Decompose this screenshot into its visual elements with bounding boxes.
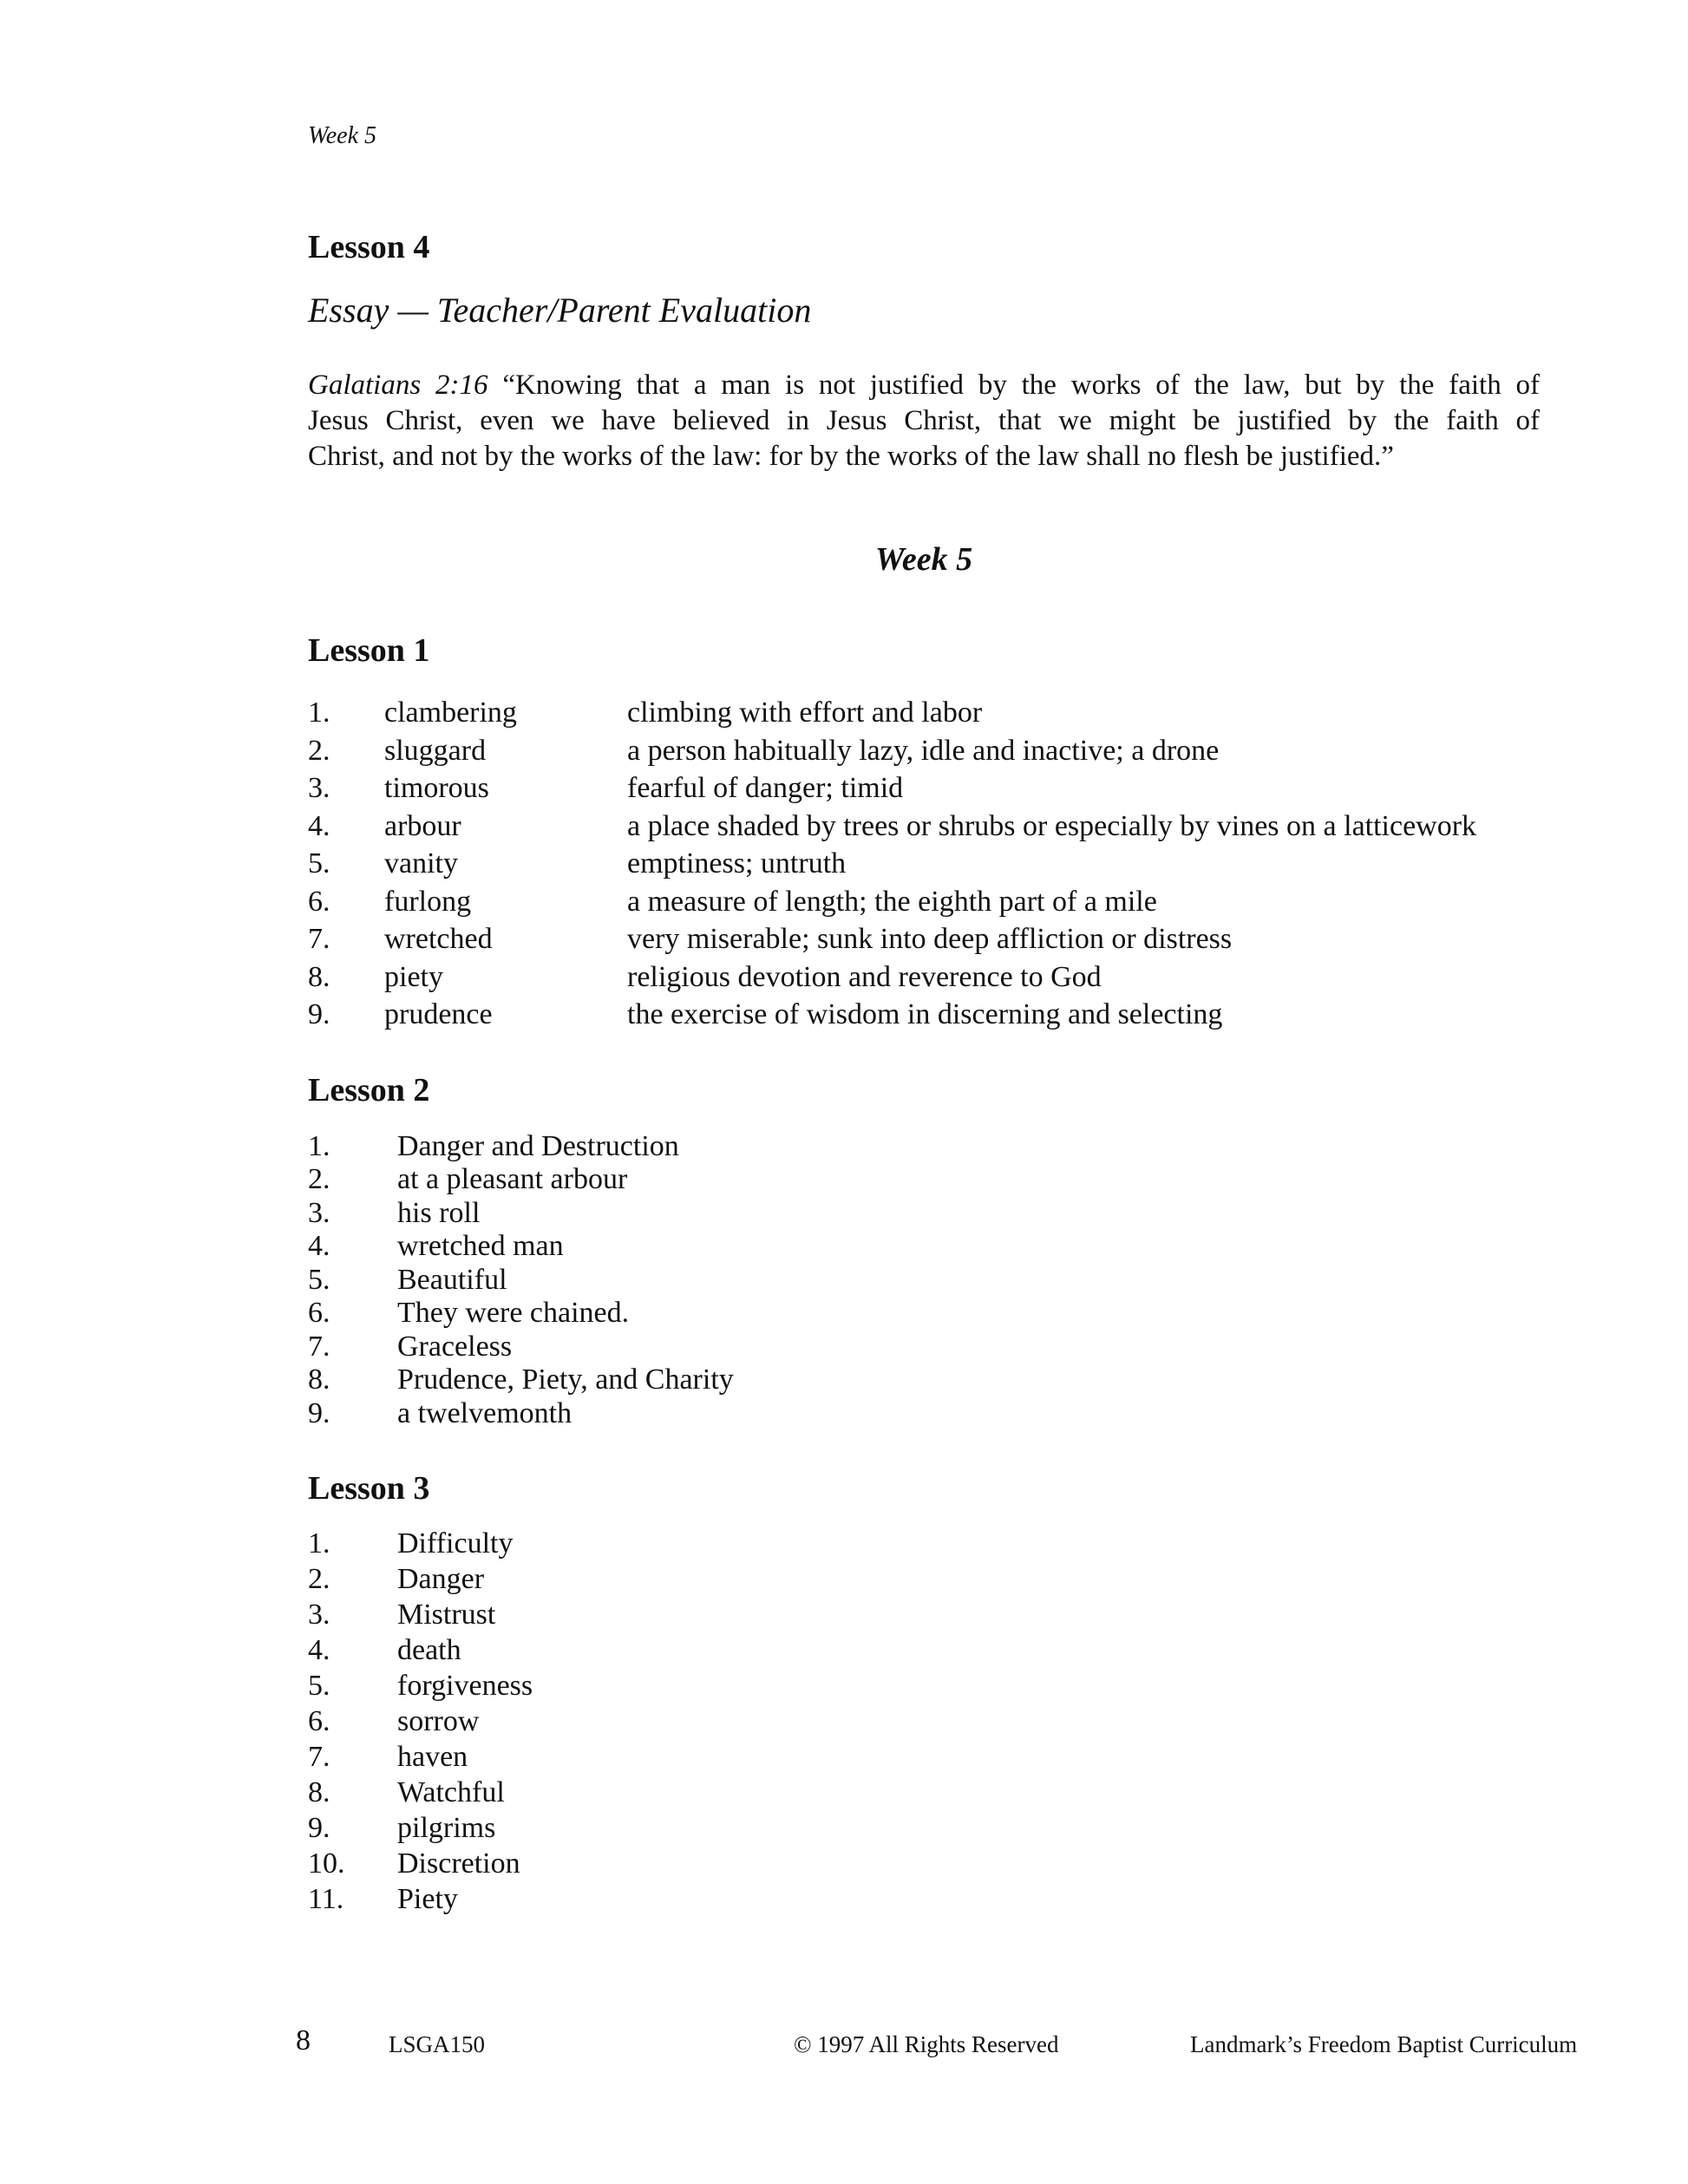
item-number: 4. xyxy=(308,1230,330,1262)
answer-text: Graceless xyxy=(397,1330,513,1363)
answer-text: haven xyxy=(397,1741,468,1773)
answer-text: a twelvemonth xyxy=(397,1396,572,1429)
answer-row xyxy=(308,1632,1540,1668)
item-number: 6. xyxy=(308,1297,330,1329)
running-header: Week 5 xyxy=(308,122,377,149)
publisher-name: Landmark’s Freedom Baptist Curriculum xyxy=(1190,2031,1578,2057)
item-number: 4. xyxy=(308,809,330,842)
vocab-word: prudence xyxy=(384,998,493,1030)
answer-text: pilgrims xyxy=(397,1812,496,1844)
item-number: 3. xyxy=(308,1599,330,1631)
answer-row xyxy=(308,1810,1540,1846)
lesson-2-heading: Lesson 2 xyxy=(308,1071,430,1108)
vocab-row xyxy=(308,732,1540,770)
lesson-3-heading: Lesson 3 xyxy=(308,1470,430,1507)
answer-row xyxy=(308,1846,1540,1881)
scripture-line-3: Christ, and not by the works of the law: for by the works of the law shall no flesh be justified.” xyxy=(308,441,1394,472)
vocab-row xyxy=(308,769,1540,808)
page-footer xyxy=(0,2024,1688,2076)
answer-text: They were chained. xyxy=(397,1297,630,1329)
item-number: 6. xyxy=(308,1705,330,1737)
answer-row xyxy=(308,1197,1540,1231)
answer-text: at a pleasant arbour xyxy=(397,1163,628,1195)
answer-row xyxy=(308,1264,1540,1298)
answer-text: death xyxy=(397,1634,461,1666)
item-number: 8. xyxy=(308,1363,330,1396)
item-number: 1. xyxy=(308,696,330,729)
item-number: 11. xyxy=(308,1883,344,1915)
item-number: 9. xyxy=(308,1812,330,1844)
answer-row xyxy=(308,1230,1540,1264)
answer-row xyxy=(308,1363,1540,1397)
vocab-row xyxy=(308,958,1540,997)
vocab-definition: a measure of length; the eighth part of a mile xyxy=(627,885,1157,918)
scripture-quote xyxy=(308,368,1540,474)
scripture-line-2: Jesus Christ, even we have believed in Jesus Christ, that we might be justified by the faith of xyxy=(308,405,1540,436)
page-number: 8 xyxy=(296,2024,311,2056)
vocab-word: piety xyxy=(384,960,443,993)
vocab-word: sluggard xyxy=(384,734,487,767)
answer-row xyxy=(308,1397,1540,1431)
item-number: 7. xyxy=(308,1741,330,1773)
lesson-3-answer-list xyxy=(308,1526,1540,1917)
copyright-notice: © 1997 All Rights Reserved xyxy=(794,2031,1059,2057)
item-number: 7. xyxy=(308,923,330,955)
item-number: 6. xyxy=(308,885,330,918)
item-number: 2. xyxy=(308,1163,330,1195)
lesson-1-vocab-list xyxy=(308,694,1540,1034)
item-number: 2. xyxy=(308,734,330,767)
verse-reference: Galatians 2:16 xyxy=(308,369,488,401)
vocab-definition: emptiness; untruth xyxy=(627,847,847,879)
answer-row xyxy=(308,1331,1540,1364)
answer-row xyxy=(308,1597,1540,1632)
item-number: 7. xyxy=(308,1330,330,1363)
answer-text: wretched man xyxy=(397,1230,564,1262)
vocab-definition: a place shaded by trees or shrubs or especially by vines on a latticework xyxy=(627,809,1477,842)
answer-text: Piety xyxy=(397,1883,458,1915)
item-number: 3. xyxy=(308,1196,330,1229)
item-number: 8. xyxy=(308,960,330,993)
lesson-1-heading: Lesson 1 xyxy=(308,632,430,669)
verse-text-1: “Knowing that a man is not justified by the works of the law, but by the faith of xyxy=(502,369,1541,401)
vocab-row xyxy=(308,883,1540,921)
answer-row xyxy=(308,1163,1540,1197)
curriculum-code: LSGA150 xyxy=(389,2031,486,2057)
answer-text: Beautiful xyxy=(397,1263,507,1296)
vocab-row xyxy=(308,845,1540,883)
answer-row xyxy=(308,1703,1540,1739)
week-heading: Week 5 xyxy=(874,541,973,578)
vocab-definition: climbing with effort and labor xyxy=(627,696,983,729)
answer-row xyxy=(308,1775,1540,1810)
answer-text: Danger xyxy=(397,1563,485,1595)
lesson-4-subtitle: Essay — Teacher/Parent Evaluation xyxy=(308,291,812,330)
answer-row xyxy=(308,1739,1540,1775)
answer-text: forgiveness xyxy=(397,1670,533,1702)
scripture-line-1 xyxy=(308,368,1540,403)
answer-text: Discretion xyxy=(397,1847,520,1880)
answer-row xyxy=(308,1130,1540,1164)
vocab-definition: very miserable; sunk into deep affliction or distress xyxy=(627,923,1233,955)
item-number: 1. xyxy=(308,1129,330,1162)
item-number: 5. xyxy=(308,847,330,879)
answer-row xyxy=(308,1668,1540,1703)
item-number: 5. xyxy=(308,1670,330,1702)
vocab-word: timorous xyxy=(384,772,489,804)
item-number: 2. xyxy=(308,1563,330,1595)
item-number: 3. xyxy=(308,772,330,804)
vocab-word: arbour xyxy=(384,809,461,842)
lesson-2-answer-list xyxy=(308,1130,1540,1431)
item-number: 10. xyxy=(308,1847,345,1880)
vocab-row xyxy=(308,808,1540,846)
vocab-word: vanity xyxy=(384,847,458,879)
item-number: 8. xyxy=(308,1776,330,1808)
item-number: 1. xyxy=(308,1527,330,1560)
answer-row xyxy=(308,1526,1540,1561)
vocab-definition: a person habitually lazy, idle and inactive; a drone xyxy=(627,734,1220,767)
vocab-word: furlong xyxy=(384,885,472,918)
vocab-definition: fearful of danger; timid xyxy=(627,772,904,804)
answer-text: Mistrust xyxy=(397,1599,496,1631)
lesson-4-heading: Lesson 4 xyxy=(308,229,430,265)
vocab-definition: religious devotion and reverence to God xyxy=(627,960,1102,993)
item-number: 9. xyxy=(308,1396,330,1429)
answer-text: his roll xyxy=(397,1196,481,1229)
answer-text: Danger and Destruction xyxy=(397,1129,679,1162)
answer-text: Prudence, Piety, and Charity xyxy=(397,1363,734,1396)
item-number: 5. xyxy=(308,1263,330,1296)
answer-row xyxy=(308,1297,1540,1331)
vocab-row xyxy=(308,694,1540,732)
item-number: 4. xyxy=(308,1634,330,1666)
answer-row xyxy=(308,1561,1540,1597)
vocab-row xyxy=(308,920,1540,958)
vocab-word: clambering xyxy=(384,696,517,729)
answer-text: Watchful xyxy=(397,1776,505,1808)
item-number: 9. xyxy=(308,998,330,1030)
vocab-row xyxy=(308,996,1540,1034)
vocab-definition: the exercise of wisdom in discerning and selecting xyxy=(627,998,1223,1030)
answer-row xyxy=(308,1881,1540,1917)
answer-text: Difficulty xyxy=(397,1527,514,1560)
vocab-word: wretched xyxy=(384,923,493,955)
answer-text: sorrow xyxy=(397,1705,480,1737)
